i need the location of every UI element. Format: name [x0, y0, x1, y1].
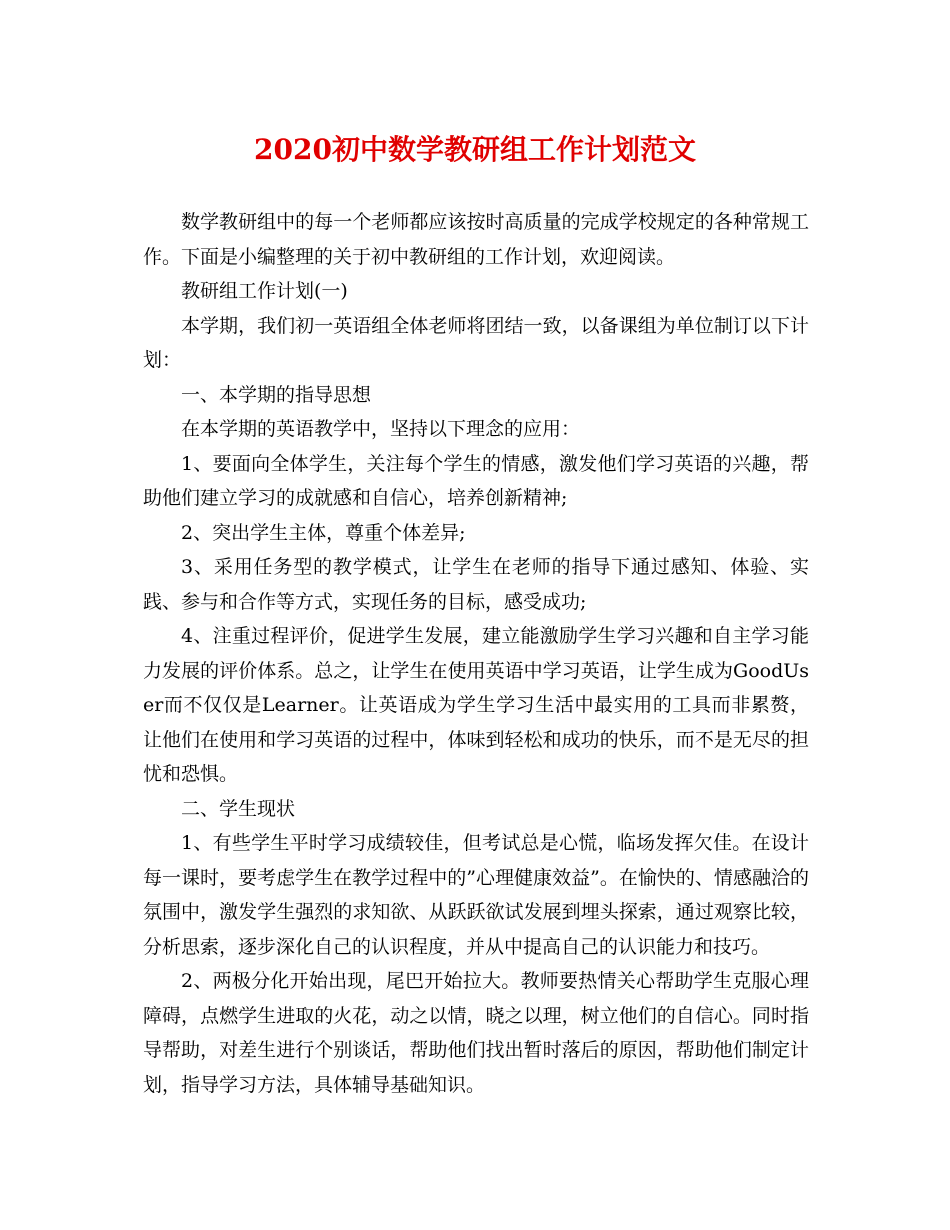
document-body: [143, 205, 809, 1102]
status-item-2: 2、两极分化开始出现，尾巴开始拉大。教师要热情关心帮助学生克服心理障碍，点燃学生进取的火花，动之以情，晓之以理，树立他们的自信心。同时指导帮助，对差生进行个别谈话，帮助他们找出暂时落后的原因，帮助他们制定计划，指导学习方法，具体辅导基础知识。: [143, 970, 809, 1096]
paragraph-plan-heading: 教研组工作计划(一): [181, 280, 348, 302]
paragraph-semester: 本学期，我们初一英语组全体老师将团结一致，以备课组为单位制订以下计划：: [143, 314, 809, 371]
list-item-2: 2、突出学生主体，尊重个体差异;: [181, 521, 466, 544]
paragraph-principles-intro: 在本学期的英语教学中，坚持以下理念的应用：: [181, 418, 581, 440]
section-heading-guiding-ideas: 一、本学期的指导思想: [181, 383, 372, 406]
status-item-1: 1、有些学生平时学习成绩较佳，但考试总是心慌，临场发挥欠佳。在设计每一课时，要考虑学生在教学过程中的”心理健康效益”。在愉快的、情感融洽的氛围中，激发学生强烈的求知欲、从跃跃欲试发展到埋头探索，通过观察比较，分析思索，逐步深化自己的认识程度，并从中提高自己的认识能力和技巧。: [143, 832, 809, 958]
section-heading-student-status: 二、学生现状: [181, 797, 296, 820]
list-item-4: 4、注重过程评价，促进学生发展，建立能激励学生学习兴趣和自主学习能力发展的评价体系。总之，让学生在使用英语中学习英语，让学生成为GoodUser而不仅仅是Learner。让英语成为学生学习生活中最实用的工具而非累赘，让他们在使用和学习英语的过程中，体味到轻松和成功的快乐，而不是无尽的担忧和恐惧。: [143, 625, 809, 785]
list-item-3: 3、采用任务型的教学模式，让学生在老师的指导下通过感知、体验、实践、参与和合作等方式，实现任务的目标，感受成功;: [143, 556, 809, 613]
paragraph-intro: 数学教研组中的每一个老师都应该按时高质量的完成学校规定的各种常规工作。下面是小编整理的关于初中教研组的工作计划，欢迎阅读。: [143, 211, 809, 268]
list-item-1: 1、要面向全体学生，关注每个学生的情感，激发他们学习英语的兴趣，帮助他们建立学习的成就感和自信心，培养创新精神;: [143, 452, 809, 509]
document-title: 2020初中数学教研组工作计划范文: [254, 133, 696, 166]
